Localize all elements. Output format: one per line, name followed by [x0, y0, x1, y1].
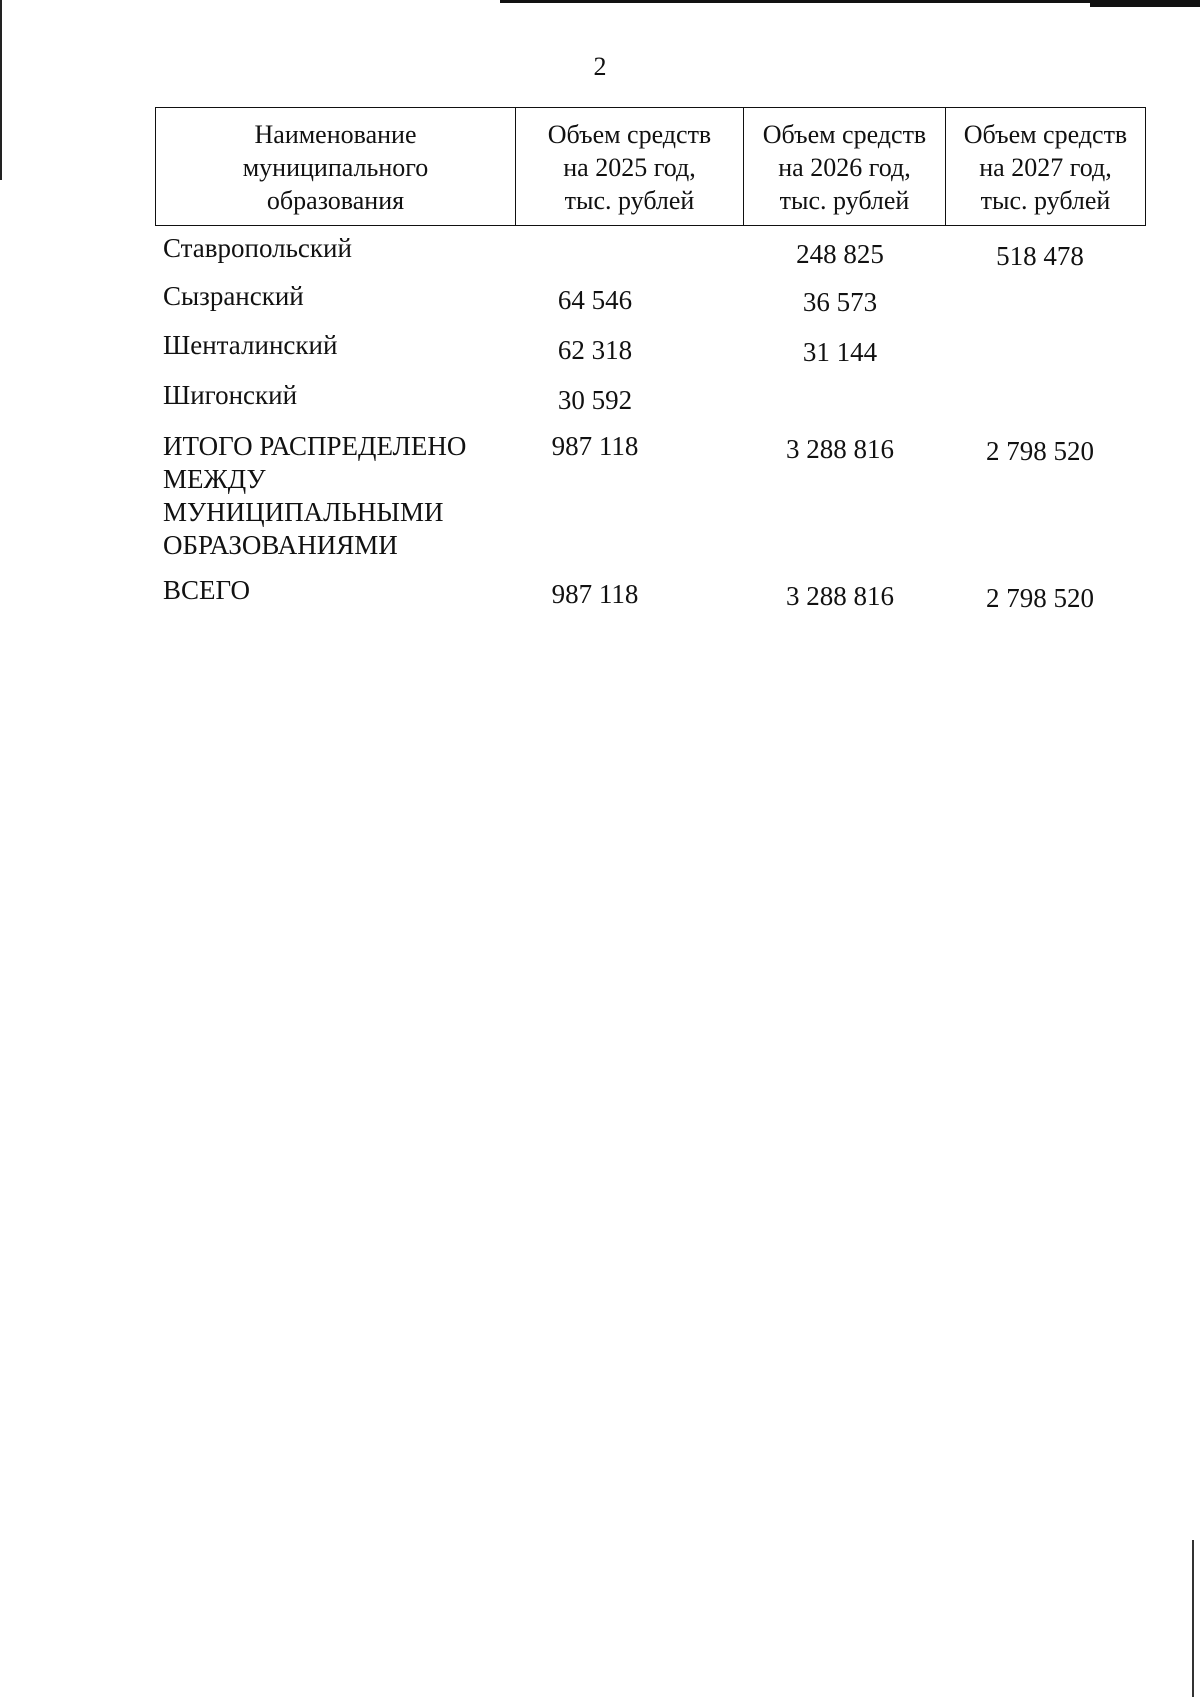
header-2027: Объем средств на 2027 год, тыс. рублей	[946, 108, 1146, 226]
row-name: Шигонский	[163, 380, 298, 410]
scan-edge-top-corner	[1090, 0, 1200, 7]
row-value-2026: 31 144	[802, 337, 878, 367]
row-value-2027: 2 798 520	[986, 436, 1094, 466]
scan-edge-left	[0, 0, 2, 180]
row-name: ИТОГО РАСПРЕДЕЛЕНО МЕЖДУ МУНИЦИПАЛЬНЫМИ ОБРАЗОВАНИЯМИ	[163, 431, 467, 560]
row-name: Ставропольский	[163, 233, 352, 263]
header-2026: Объем средств на 2026 год, тыс. рублей	[744, 108, 946, 226]
row-name: Сызранский	[163, 281, 304, 311]
row-value-2027: 518 478	[996, 241, 1084, 271]
scan-edge-right	[1192, 1540, 1194, 1697]
row-value-2026: 248 825	[796, 239, 884, 269]
table-header-row	[156, 108, 1146, 226]
row-value-2025: 62 318	[557, 335, 633, 365]
row-name: Шенталинский	[163, 330, 338, 360]
row-value-2026: 36 573	[802, 287, 878, 317]
table-header	[155, 107, 1146, 226]
row-value-2026: 3 288 816	[786, 434, 894, 464]
row-value-2027: 2 798 520	[986, 583, 1094, 613]
page-number: 2	[593, 52, 607, 81]
row-value-2025: 30 592	[557, 385, 633, 415]
row-value-2025: 987 118	[551, 579, 639, 609]
row-value-2025: 987 118	[551, 431, 639, 461]
row-value-2025: 64 546	[557, 285, 633, 315]
row-name: ВСЕГО	[163, 575, 250, 605]
header-municipality: Наименование муниципального образования	[156, 108, 516, 226]
header-2025: Объем средств на 2025 год, тыс. рублей	[516, 108, 744, 226]
row-value-2026: 3 288 816	[786, 581, 894, 611]
